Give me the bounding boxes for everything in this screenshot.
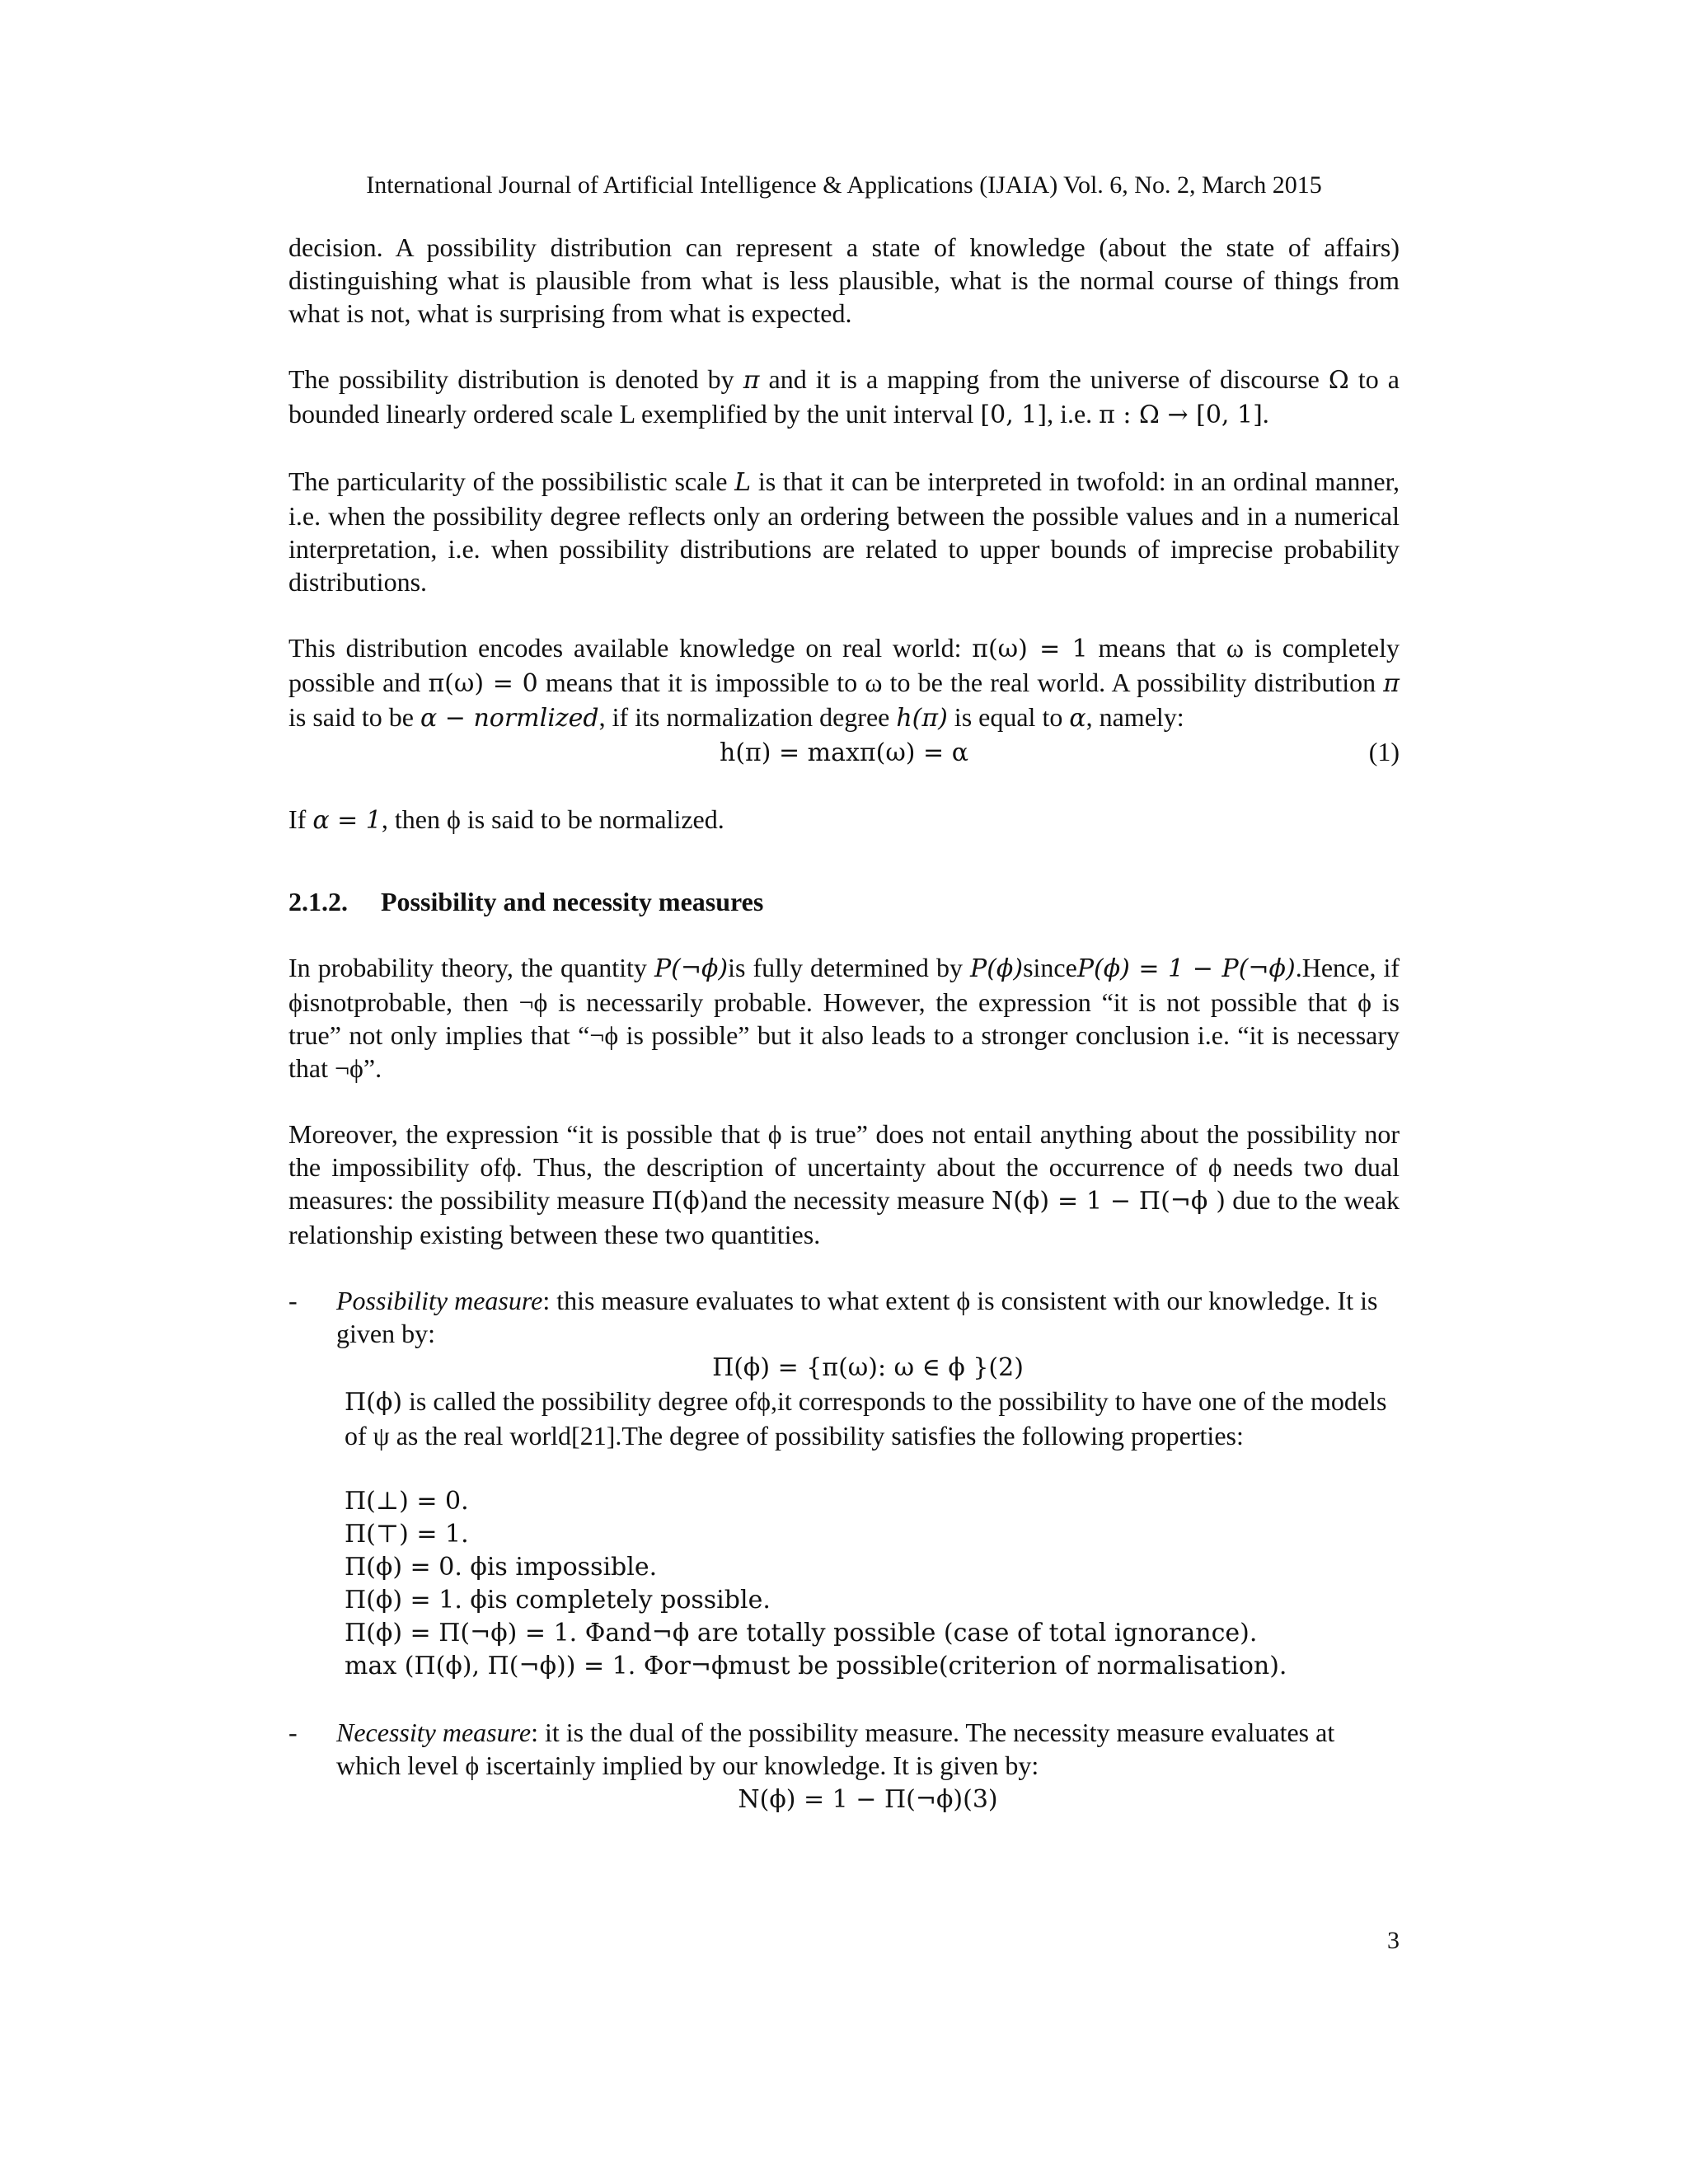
equation-3: N(ϕ) = 1 − Π(¬ϕ)(3) xyxy=(738,1785,998,1814)
paragraph-2: The possibility distribution is denoted by π and it is a mapping from the universe of discourse Ω to a bounded linearly ordered scale L exemplified by the unit interval [0, 1], i.e. π : Ω → [0, 1]. xyxy=(288,364,1400,429)
property-item: Π(ϕ) = 0. ϕis impossible. xyxy=(345,1553,658,1582)
paragraph-5: If α = 1, then ϕ is said to be normalized. xyxy=(288,804,724,835)
running-header: International Journal of Artificial Intelligence & Applications (IJAIA) Vol. 6, No. 2, March 2015 xyxy=(366,171,1322,199)
property-item: Π(ϕ) = 1. ϕis completely possible. xyxy=(345,1586,771,1615)
paragraph-1: decision. A possibility distribution can represent a state of knowledge (about the state of affairs) distinguishing what is plausible from what is less plausible, what is the normal course of things from what is not, what is surprising from what is expected. xyxy=(288,232,1400,328)
math-pi-eq-0: π(ω) = 0 xyxy=(428,669,538,698)
math-P-phi: P(ϕ) xyxy=(970,954,1024,983)
math-N-relation: N(ϕ) = 1 − Π(¬ϕ ) xyxy=(991,1187,1226,1216)
bullet-possibility-measure: - Possibility measure: this measure evaluates to what extent ϕ is consistent with our knowledge. It is given by: Π(ϕ) = {π(ω): ω ∈ ϕ }(2) Π(ϕ) is called the possibility degree ofϕ,it corresponds to the possibility to have one of the models of ψ as the real world[21].The degree of possibility satisfies the following properties: xyxy=(288,1284,1400,1452)
section-number: 2.1.2. xyxy=(288,887,348,916)
math-alpha-normalized: α − normlized xyxy=(420,704,599,733)
math-P-not-phi: P(¬ϕ) xyxy=(654,954,729,983)
math-Pi-phi: Π(ϕ) xyxy=(651,1187,710,1216)
math-pi: π xyxy=(743,366,760,395)
equation-1-number: (1) xyxy=(1368,737,1400,766)
section-heading xyxy=(288,885,1400,918)
math-P-relation: P(ϕ) = 1 − P(¬ϕ) xyxy=(1076,954,1296,983)
math-h-pi: h(π) xyxy=(896,704,948,733)
property-item: Π(ϕ) = Π(¬ϕ) = 1. Φand¬ϕ are totally possible (case of total ignorance). xyxy=(345,1619,1258,1647)
bullet-dash: - xyxy=(288,1286,298,1315)
bullet-dash: - xyxy=(288,1718,298,1747)
math-interval: [0, 1] xyxy=(980,401,1048,429)
paragraph-7: Moreover, the expression “it is possible that ϕ is true” does not entail anything about the possibility nor the impossibility ofϕ. Thus, the description of uncertainty about the occurrence of ϕ needs two dual measures: the possibility measure Π(ϕ)and the necessity measure N(ϕ) = 1 − Π(¬ϕ ) due to the weak relationship existing between these two quantities. xyxy=(288,1119,1400,1249)
section-title: Possibility and necessity measures xyxy=(381,887,764,916)
page-number: 3 xyxy=(1387,1927,1400,1954)
math-alpha: α xyxy=(1069,704,1086,733)
term-possibility-measure: Possibility measure xyxy=(336,1286,543,1315)
page-body xyxy=(288,231,1400,1816)
equation-2: Π(ϕ) = {π(ω): ω ∈ ϕ }(2) xyxy=(712,1353,1024,1382)
math-omega: Ω xyxy=(1328,366,1349,395)
property-item: Π(⊤) = 1. xyxy=(345,1520,469,1549)
paragraph-4: This distribution encodes available knowledge on real world: π(ω) = 1 means that ω is completely possible and π(ω) = 0 means that it is impossible to ω to be the real world. A possibility distribution π is said to be α − normlized, if its normalization degree h(π) is equal to α, namely: xyxy=(288,633,1400,733)
equation-1-body: h(π) = maxπ(ω) = α xyxy=(720,738,968,767)
property-item: max (Π(ϕ), Π(¬ϕ)) = 1. Φor¬ϕmust be possible(criterion of normalisation). xyxy=(345,1652,1287,1680)
term-necessity-measure: Necessity measure xyxy=(336,1718,532,1747)
math-pi-eq-1: π(ω) = 1 xyxy=(972,635,1088,663)
possibility-properties xyxy=(288,1485,1400,1683)
bullet-necessity-measure: - Necessity measure: it is the dual of the possibility measure. The necessity measure evaluates at which level ϕ iscertainly implied by our knowledge. It is given by: N(ϕ) = 1 − Π(¬ϕ)(3) xyxy=(288,1716,1400,1816)
equation-1 xyxy=(288,735,1400,770)
math-L: L xyxy=(734,468,752,497)
math-alpha-eq-1: α = 1 xyxy=(312,806,382,835)
math-mapping: π : Ω → [0, 1] xyxy=(1099,401,1263,429)
paragraph-6: In probability theory, the quantity P(¬ϕ)is fully determined by P(ϕ)sinceP(ϕ) = 1 − P(¬ϕ).Hence, if ϕisnotprobable, then ¬ϕ is necessarily probable. However, the expression “it is not possible that ϕ is true” not only implies that “¬ϕ is possible” but it also leads to a stronger conclusion i.e. “it is necessary that ¬ϕ”. xyxy=(288,953,1400,1083)
paragraph-3: The particularity of the possibilistic scale L is that it can be interpreted in twofold: in an ordinal manner, i.e. when the possibility degree reflects only an ordering between the possible values and in a numerical interpretation, i.e. when possibility distributions are related to upper bounds of imprecise probability distributions. xyxy=(288,466,1400,597)
property-item: Π(⊥) = 0. xyxy=(345,1487,469,1516)
